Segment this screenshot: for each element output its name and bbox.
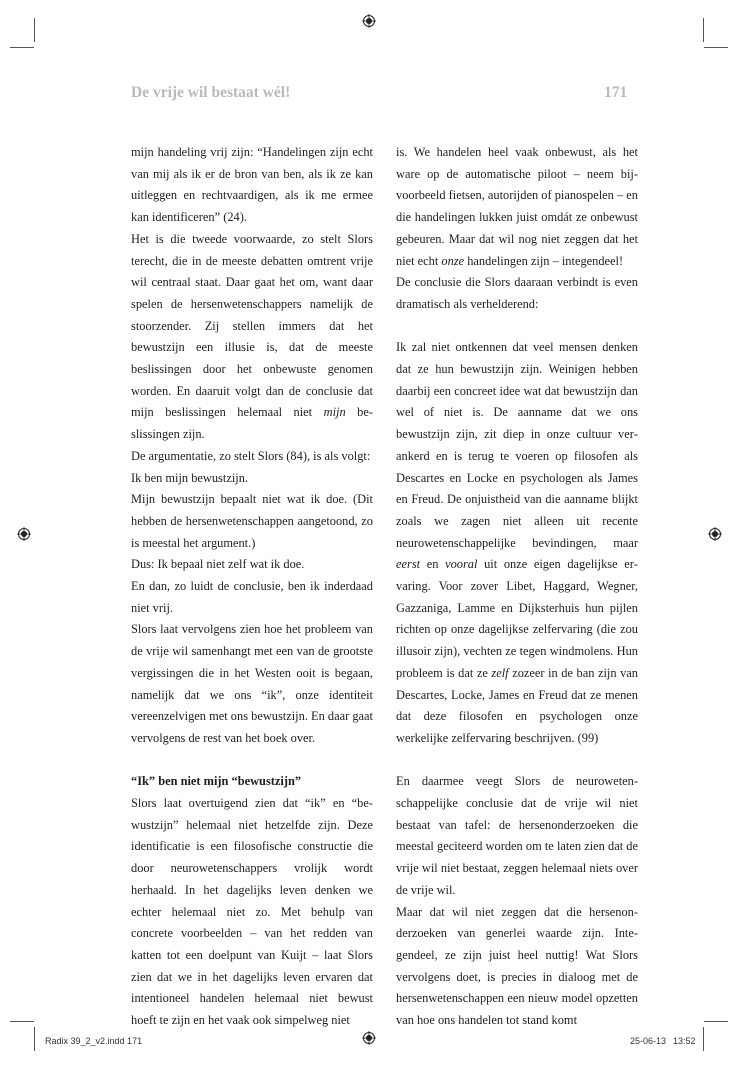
crop-mark xyxy=(704,47,728,48)
right-column xyxy=(396,142,638,1032)
crop-mark xyxy=(34,1027,35,1051)
paragraph: En daarmee veegt Slors de neurowetenschappelijke conclusie dat de vrije wil niet bestaat van tafel: de hersenonderzoeken die meestal geciteerd worden om te laten zien dat de vrije wil niet bestaat, zeggen helemaal niets over de vrije wil. xyxy=(396,774,638,897)
paragraph: mijn handeling vrij zijn: “Handelingen zijn echt van mij als ik er de bron van ben, als ik ze kan uitleggen en rechtvaardigen, als ik me ermee kan identificeren” (24). xyxy=(131,145,373,225)
crop-mark xyxy=(704,1021,728,1022)
paragraph: En dan, zo luidt de conclusie, ben ik inderdaad niet vrij. xyxy=(131,579,373,615)
paragraph: Dus: Ik bepaal niet zelf wat ik doe. xyxy=(131,557,305,572)
slug-time: 13:52 xyxy=(673,1036,696,1046)
registration-mark-icon xyxy=(362,1031,376,1045)
block-quote: Ik zal niet ontkennen dat veel mensen denken dat ze hun bewustzijn zijn. Weinigen hebben daarbij een concreet idee wat dat bewustzijn dan wel of niet is. De aanname dat we ons bewustzijn zijn, zit diep in onze cultuur verankerd en is terug te voeren op filosofen als Descartes en Locke en psychologen als James en Freud. De onjuistheid van die aanname blijkt zoals we zagen niet alleen uit recente neurowetenschappelijke bevindingen, maar eerst en vooral uit onze eigen dagelijkse ervaring. Voor zover Libet, Haggard, Wegner, Gazzaniga, Lamme en Dijksterhuis hun pijlen richten op onze dagelijkse zelfervaring (die zou illusoir zijn), vechten ze tegen windmolens. Hun probleem is dat ze zelf zozeer in de ban zijn van Descartes, Locke, James en Freud dat ze menen dat deze filosofen en psychologen onze werkelijke zelfervaring beschrijven. (99) xyxy=(396,340,639,745)
section-heading: “Ik” ben niet mijn “bewustzijn” xyxy=(131,774,302,789)
registration-mark-icon xyxy=(17,527,31,541)
paragraph: is. We handelen heel vaak onbewust, als het ware op de automatische piloot – neem bijvoorbeeld fietsen, autorijden of pianospelen – en die handelingen lukken juist omdát ze onbewust gebeuren. Maar dat wil nog niet zeggen dat het niet echt onze handelingen zijn – integendeel! xyxy=(396,145,638,268)
registration-mark-icon xyxy=(708,527,722,541)
running-header-title: De vrije wil bestaat wél! xyxy=(131,84,291,101)
paragraph: Ik ben mijn bewustzijn. xyxy=(131,470,249,485)
paragraph: De conclusie die Slors daaraan verbindt is even dramatisch als verhelderend: xyxy=(396,275,638,311)
crop-mark xyxy=(10,1021,34,1022)
paragraph: Mijn bewustzijn bepaalt niet wat ik doe. (Dit hebben de hersenwetenschappen aangetoond, zo is meestal het argument.) xyxy=(131,492,373,550)
paragraph: Het is die tweede voorwaarde, zo stelt Slors terecht, die in de meeste debatten omtrent vrije wil centraal staat. Daar gaat het om, want daar spelen de hersenwetenschappers namelijk de stoorzender. Zij stellen immers dat het bewustzijn een illusie is, dat de meeste beslissingen door het onbewuste genomen worden. En daaruit volgt dan de conclusie dat mijn beslissingen helemaal niet mijn beslissingen zijn. xyxy=(131,231,373,442)
crop-mark xyxy=(703,1027,704,1051)
registration-mark-icon xyxy=(362,14,376,28)
paragraph: Maar dat wil niet zeggen dat die hersenonderzoeken van generlei waarde zijn. Integendeel, ze zijn juist heel nuttig! Wat Slors vervolgens doet, is precies in dialoog met de hersenwetenschappen een nieuw model opzetten van hoe ons handelen tot stand komt xyxy=(396,904,638,1028)
crop-mark xyxy=(34,18,35,42)
slug-date: 25-06-13 xyxy=(630,1036,667,1046)
page-number: 171 xyxy=(604,84,628,101)
crop-mark xyxy=(703,18,704,42)
paragraph: Slors laat vervolgens zien hoe het probleem van de vrije wil samenhangt met een van de grootste vergissingen die in het Westen ooit is begaan, namelijk dat we ons “ik”, onze identiteit vereenzelvigen met ons bewustzijn. En daar gaat vervolgens de rest van het boek over. xyxy=(131,622,373,745)
left-column xyxy=(131,142,373,1032)
crop-mark xyxy=(10,47,34,48)
slug-filename: Radix 39_2_v2.indd 171 xyxy=(45,1036,143,1046)
paragraph: De argumentatie, zo stelt Slors (84), is als volgt: xyxy=(131,448,371,463)
paragraph: Slors laat overtuigend zien dat “ik” en “bewustzijn” helemaal niet hetzelfde zijn. Deze identificatie is een filosofische constructie die door neurowetenschappers vrolijk wordt herhaald. In het dagelijks leven denken we echter helemaal niet zo. Met behulp van concrete voorbeelden – van het redden van katten tot een doelpunt van Kuijt – laat Slors zien dat we in het dagelijks leven ervaren dat intentioneel handelen helemaal niet bewust hoeft te zijn en het vaak ook simpelweg niet xyxy=(131,796,373,1028)
